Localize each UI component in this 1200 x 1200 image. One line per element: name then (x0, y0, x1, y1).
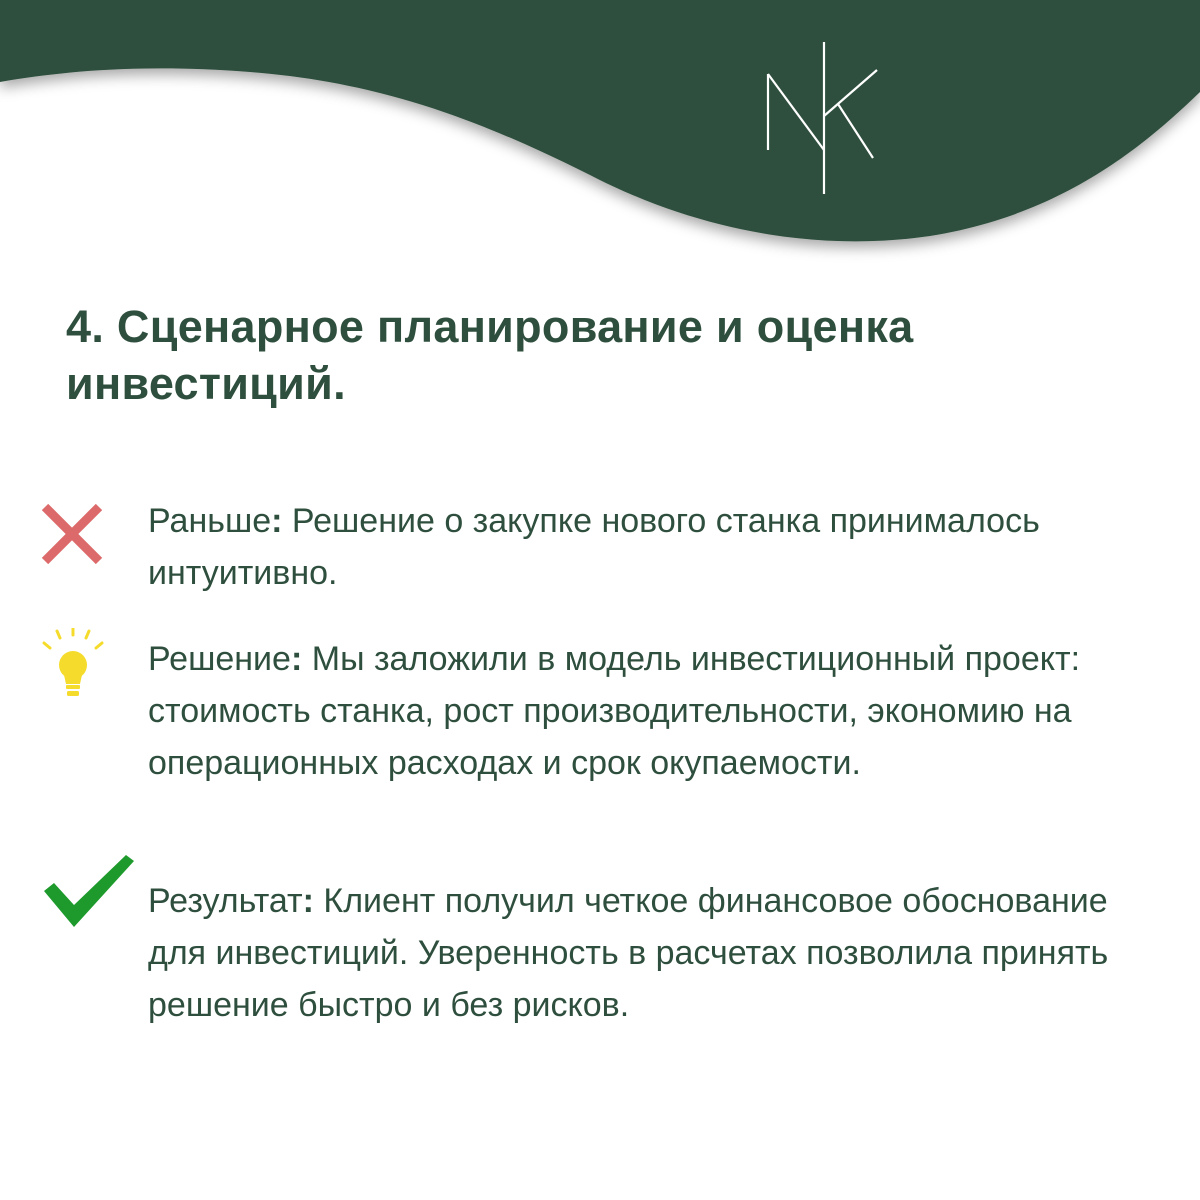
item-solution (148, 633, 1158, 789)
item-result (148, 875, 1158, 1031)
item-before-text: Решение о закупке нового станка принималось интуитивно. (148, 502, 1040, 592)
item-before-colon: : (271, 502, 283, 540)
lightbulb-icon (38, 628, 108, 704)
slide-heading: 4. Сценарное планирование и оценка инвестиций. (66, 301, 914, 409)
item-solution-text: Мы заложили в модель инвестиционный проект: стоимость станка, рост производительности, экономию на операционных расходах и срок окупаемости. (148, 640, 1081, 782)
item-solution-label: Решение (148, 640, 291, 678)
item-before-label: Раньше (148, 502, 272, 540)
checkmark-icon (42, 853, 136, 929)
cross-icon (40, 503, 104, 565)
header-wave-shape (0, 0, 1200, 290)
item-result-text: Клиент получил четкое финансовое обоснование для инвестиций. Уверенность в расчетах позволила принять решение быстро и без рисков. (148, 882, 1109, 1024)
nk-monogram-logo (760, 40, 885, 198)
item-solution-colon: : (290, 640, 303, 678)
item-before (148, 495, 1158, 599)
item-result-label: Результат (148, 882, 303, 920)
item-result-colon: : (302, 882, 314, 920)
